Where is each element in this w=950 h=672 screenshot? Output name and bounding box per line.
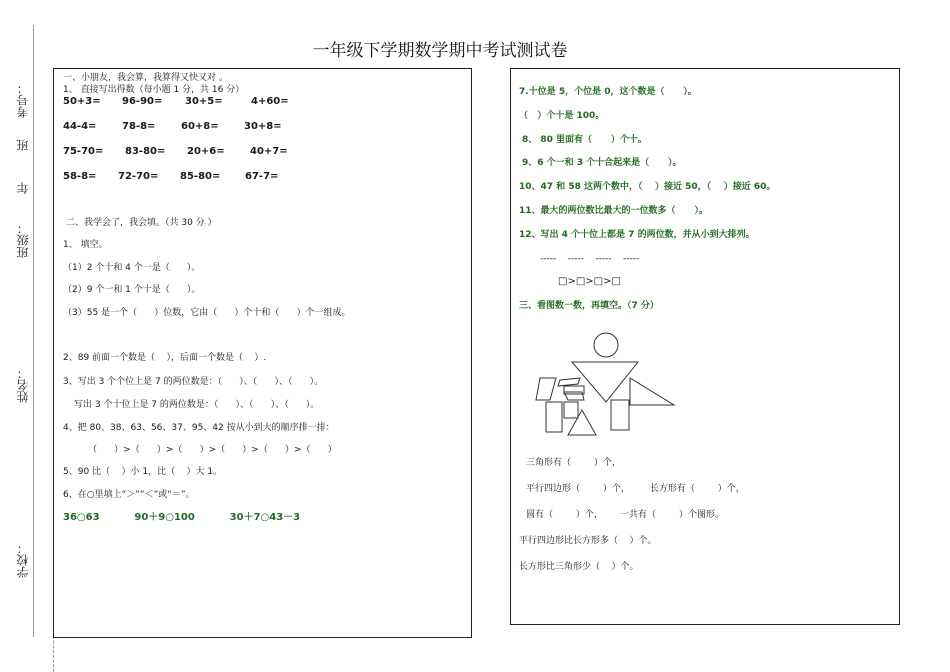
calc-row bbox=[63, 171, 278, 182]
section3-q2: 平行四边形（ ）个， 长方形有（ ）个， bbox=[526, 484, 745, 494]
calc-item: 67-7= bbox=[245, 171, 279, 182]
calc-item: 83-80= bbox=[125, 146, 166, 157]
class-label: 班级： bbox=[16, 222, 30, 258]
triangle-shape bbox=[630, 378, 674, 405]
parallelogram-shape bbox=[536, 378, 556, 400]
calc-item: 30+8= bbox=[244, 121, 282, 132]
question-3a: 3、写出 3 个个位上是 7 的两位数是：（ ）、（ ）、（ ）。 bbox=[63, 377, 324, 387]
parallelogram-shape bbox=[558, 378, 580, 386]
calc-item: 72-70= bbox=[118, 171, 159, 182]
calc-item: 44-4= bbox=[63, 121, 97, 132]
calc-item: 50+3= bbox=[63, 96, 101, 107]
fill-header: 1、 填空。 bbox=[63, 240, 108, 250]
question-11: 11、最大的两位数比最大的一位数多（ ）。 bbox=[519, 206, 708, 216]
question-7b: （ ）个十是 100。 bbox=[519, 111, 605, 121]
fold-dashed-line bbox=[53, 636, 54, 672]
question-4: 4、把 80、38、63、56、37、95、42 按从小到大的顺序排一排： bbox=[63, 423, 335, 433]
exam-no-label: 考号： bbox=[16, 82, 30, 118]
triangle-shape bbox=[572, 362, 638, 402]
question-10: 10、47 和 58 这两个数中，（ ）接近 50，（ ）接近 60。 bbox=[519, 182, 776, 192]
calc-item: 85-80= bbox=[180, 171, 221, 182]
question-12-order: □>□>□>□ bbox=[558, 276, 621, 287]
question-6: 6、在○里填上“＞”“＜”或“＝”。 bbox=[63, 490, 195, 500]
section3-header: 三、看图数一数，再填空。（7 分） bbox=[519, 301, 659, 311]
grade-char-label: 年 bbox=[16, 182, 30, 194]
fill-q3: （3）55 是一个（ ）位数，它由（ ）个十和（ ）个一组成。 bbox=[63, 308, 351, 318]
question-2: 2、89 前面一个数是（ ），后面一个数是（ ）. bbox=[63, 353, 267, 363]
class-char-label: 班 bbox=[16, 139, 30, 151]
calc-item: 75-70= bbox=[63, 146, 104, 157]
question-5: 5、90 比（ ）小 1，比（ ）大 1。 bbox=[63, 467, 223, 477]
calc-row bbox=[63, 96, 289, 107]
section2-header: 二、我学会了，我会填。（共 30 分 ） bbox=[66, 218, 217, 228]
question-9: 9、6 个一和 3 个十合起来是（ ）。 bbox=[522, 158, 682, 168]
calc-item: 96-90= bbox=[122, 96, 163, 107]
rectangle-shape bbox=[564, 402, 578, 418]
school-label: 学校： bbox=[16, 542, 30, 578]
question-12: 12、写出 4 个十位上都是 7 的两位数，并从小到大排列。 bbox=[519, 230, 755, 240]
circle-shape bbox=[594, 333, 618, 357]
rectangle-shape bbox=[564, 386, 584, 394]
parallelogram-shape bbox=[564, 392, 584, 400]
calc-row bbox=[63, 121, 282, 132]
triangle-shape bbox=[568, 410, 596, 435]
section3-q5: 长方形比三角形少（ ）个。 bbox=[519, 562, 639, 572]
calc-item: 58-8= bbox=[63, 171, 97, 182]
question-8: 8、 80 里面有（ ）个十。 bbox=[522, 135, 647, 145]
section1-header: 一、小朋友，我会算，我算得又快又对 。 bbox=[63, 73, 228, 83]
calc-row bbox=[63, 146, 288, 157]
section3-q4: 平行四边形比长方形多（ ）个。 bbox=[519, 536, 657, 546]
section3-q1: 三角形有（ ）个， bbox=[526, 458, 621, 468]
calc-item: 40+7= bbox=[250, 146, 288, 157]
shapes-figure bbox=[528, 330, 683, 442]
section3-q3: 圆有（ ）个， 一共有（ ）个图形。 bbox=[526, 510, 724, 520]
q1-header: 1、 直接写出得数（每小题 1 分，共 16 分） bbox=[63, 85, 245, 95]
calc-item: 4+60= bbox=[251, 96, 289, 107]
fill-q2: （2）9 个一和 1 个十是（ ）。 bbox=[63, 285, 201, 295]
rectangle-shape bbox=[611, 400, 629, 430]
page-title: 一年级下学期数学期中考试测试卷 bbox=[312, 41, 568, 61]
question-4-blanks: （ ）>（ ）>（ ）>（ ）>（ ）>（ ） bbox=[88, 445, 337, 455]
question-6-items: 36○63 90＋9○100 30＋7○43－3 bbox=[63, 512, 301, 523]
name-label: 姓名： bbox=[16, 367, 30, 403]
fill-q1: （1）2 个十和 4 个一是（ ）。 bbox=[63, 263, 201, 273]
question-12-blanks: ----- ----- ----- ----- bbox=[540, 254, 640, 264]
calc-item: 60+8= bbox=[181, 121, 219, 132]
question-3b: 写出 3 个十位上是 7 的两位数是：（ ）、（ ）、（ ）。 bbox=[74, 400, 320, 410]
calc-item: 78-8= bbox=[122, 121, 156, 132]
calc-item: 20+6= bbox=[187, 146, 225, 157]
question-7: 7.十位是 5，个位是 0，这个数是（ ）。 bbox=[519, 87, 697, 97]
calc-item: 30+5= bbox=[185, 96, 223, 107]
rectangle-shape bbox=[546, 402, 562, 432]
